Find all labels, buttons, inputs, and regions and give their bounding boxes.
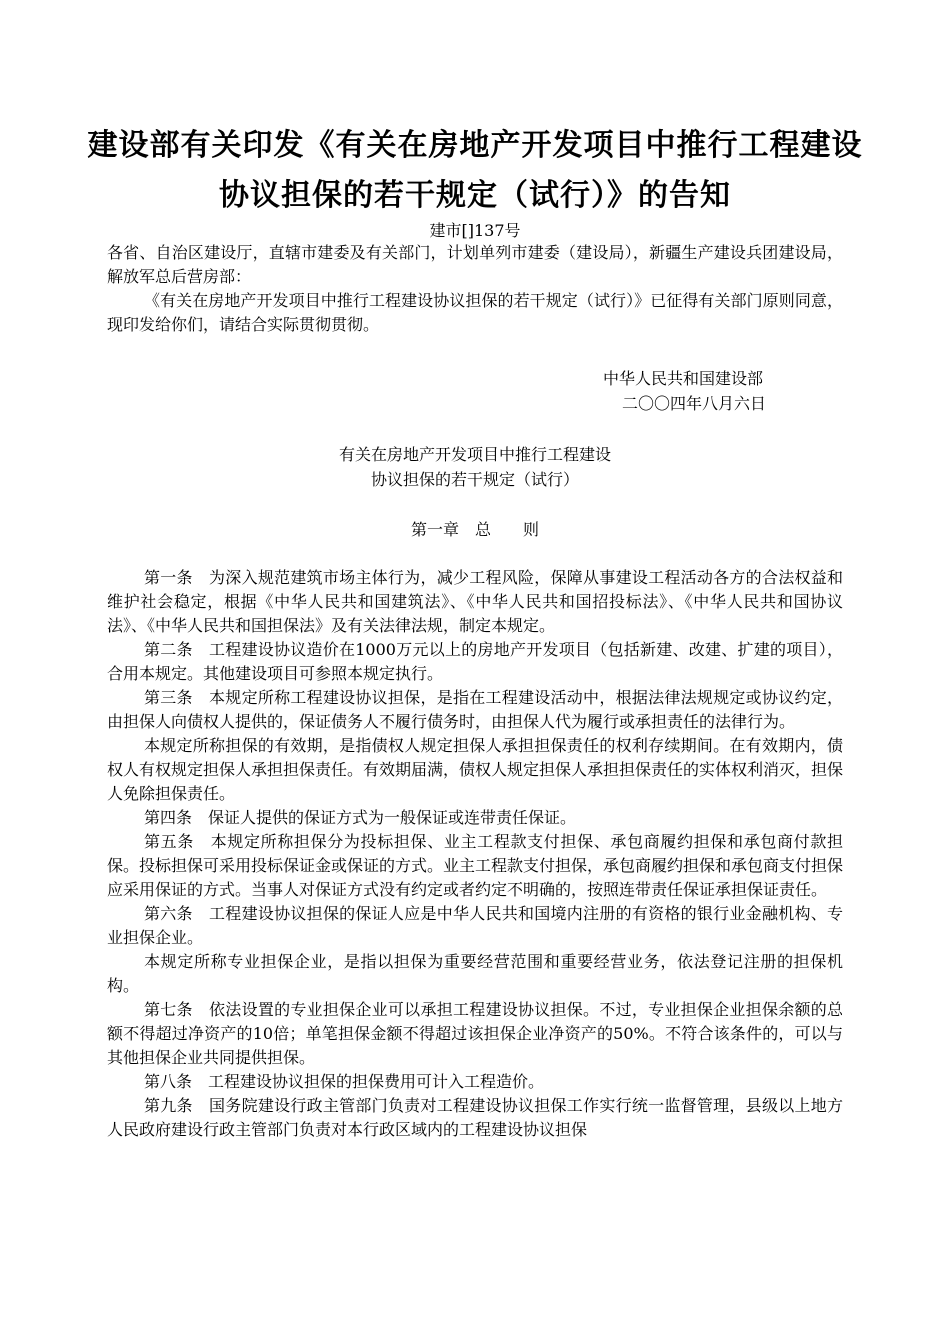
article-1: 第一条 为深入规范建筑市场主体行为，减少工程风险，保障从事建设工程活动各方的合法权益和维护社会稳定，根据《中华人民共和国建筑法》、《中华人民共和国招投标法》、《中华人民共和国协议法》、《中华人民共和国担保法》及有关法律法规，制定本规定。 (107, 568, 843, 635)
article-4: 第四条 保证人提供的保证方式为一般保证或连带责任保证。 (144, 808, 577, 827)
addressee-block (107, 241, 843, 337)
regulation-title-line-1: 有关在房地产开发项目中推行工程建设 (338, 445, 611, 464)
chapter-heading: 第一章 总 则 (410, 520, 539, 539)
issue-date: 二〇〇四年八月六日 (622, 394, 767, 413)
document-title-line-2: 协议担保的若干规定（试行）》的告知 (219, 178, 731, 213)
signer: 中华人民共和国建设部 (603, 369, 764, 388)
article-5: 第五条 本规定所称担保分为投标担保、业主工程款支付担保、承包商履约担保和承包商付款担保。投标担保可采用投标保证金或保证的方式。业主工程款支付担保，承包商履约担保和承包商支付担保应采用保证的方式。当事人对保证方式没有约定或者约定不明确的，按照连带责任保证承担保证责任。 (107, 832, 844, 899)
regulation-body (107, 566, 843, 1142)
intro-paragraph: 《有关在房地产开发项目中推行工程建设协议担保的若干规定（试行）》已征得有关部门原则同意，现印发给你们，请结合实际贯彻贯彻。 (107, 291, 843, 334)
document-number: 建市[]137号 (429, 221, 521, 240)
regulation-title-line-2: 协议担保的若干规定（试行） (370, 470, 579, 489)
article-8: 第八条 工程建设协议担保的担保费用可计入工程造价。 (144, 1072, 545, 1091)
article-6: 第六条 工程建设协议担保的保证人应是中华人民共和国境内注册的有资格的银行业金融机构、专业担保企业。 (107, 904, 843, 947)
article-3: 第三条 本规定所称工程建设协议担保，是指在工程建设活动中，根据法律法规规定或协议约定，由担保人向债权人提供的，保证债务人不履行债务时，由担保人代为履行或承担责任的法律行为。 (107, 688, 843, 731)
addressee: 各省、自治区建设厅，直辖市建委及有关部门，计划单列市建委（建设局），新疆生产建设兵团建设局，解放军总后营房部： (107, 243, 843, 286)
article-3-validity: 本规定所称担保的有效期，是指债权人规定担保人承担担保责任的权利存续期间。在有效期内，债权人有权规定担保人承担担保责任。有效期届满，债权人规定担保人承担担保责任的实体权利消灭，担保人免除担保责任。 (107, 736, 844, 803)
document-title-line-1: 建设部有关印发《有关在房地产开发项目中推行工程建设 (87, 128, 863, 163)
article-9: 第九条 国务院建设行政主管部门负责对工程建设协议担保工作实行统一监督管理，县级以上地方人民政府建设行政主管部门负责对本行政区域内的工程建设协议担保 (107, 1096, 843, 1139)
article-2: 第二条 工程建设协议造价在1000万元以上的房地产开发项目（包括新建、改建、扩建的项目），合用本规定。其他建设项目可参照本规定执行。 (107, 640, 843, 683)
article-7: 第七条 依法设置的专业担保企业可以承担工程建设协议担保。不过，专业担保企业担保余额的总额不得超过净资产的10倍；单笔担保金额不得超过该担保企业净资产的50%。不符合该条件的，可以与其他担保企业共同提供担保。 (107, 1000, 843, 1067)
article-6-definition: 本规定所称专业担保企业，是指以担保为重要经营范围和重要经营业务，依法登记注册的担保机构。 (107, 952, 843, 995)
